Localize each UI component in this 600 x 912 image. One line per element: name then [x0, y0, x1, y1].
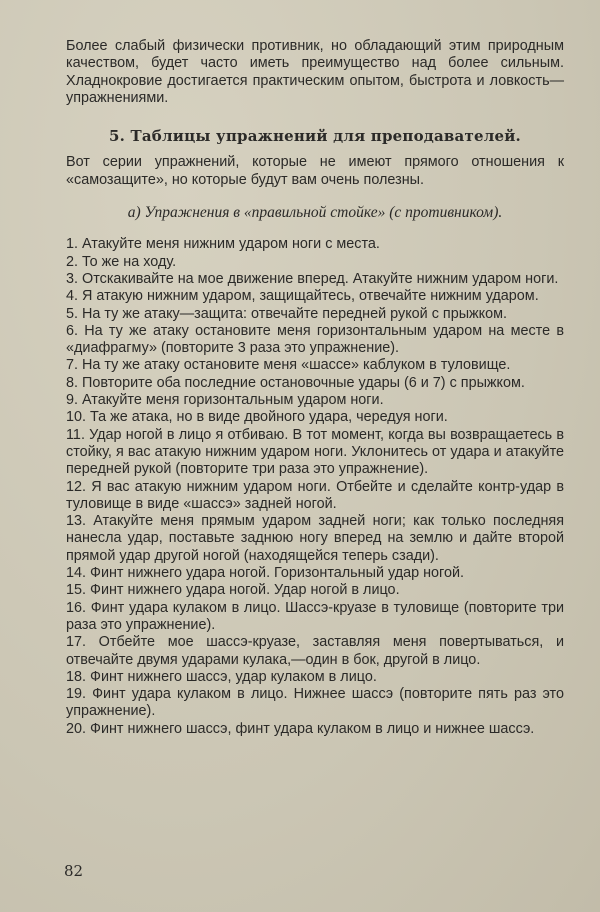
exercise-item: 2. То же на ходу.: [66, 253, 177, 270]
exercise-item: 8. Повторите оба последние остановочные удары (6 и 7) с прыжком.: [66, 374, 525, 391]
exercise-item: 18. Финт нижнего шассэ, удар кулаком в лицо.: [66, 668, 377, 685]
exercise-item: 14. Финт нижнего удара ногой. Горизонтальный удар ногой.: [66, 565, 465, 582]
exercise-list: [66, 236, 564, 738]
intro-paragraph: Более слабый физически противник, но обладающий этим природным качеством, будет часто иметь преимущество над более сильным. Хладнокровие достигается практическим опытом, быстрота и ловкость—упражнениями.: [66, 38, 564, 106]
exercise-item: 6. На ту же атаку остановите меня горизонтальным ударом на месте в «диафрагму» (повторите 3 раза это упражнение).: [66, 322, 564, 357]
exercise-item: 19. Финт удара кулаком в лицо. Нижнее шассэ (повторите пять раз это упражнение).: [66, 686, 564, 720]
exercise-item: 12. Я вас атакую нижним ударом ноги. Отбейте и сделайте контр-удар в туловище в виде «шассэ» задней ногой.: [66, 478, 564, 512]
exercise-item: 17. Отбейте мое шассэ-круазе, заставляя меня повертываться, и отвечайте двумя ударами кулака,—один в бок, другой в лицо.: [66, 634, 564, 668]
lead-paragraph: Вот серии упражнений, которые не имеют прямого отношения к «самозащите», но которые будут вам очень полезны.: [66, 154, 564, 188]
exercise-item: 10. Та же атака, но в виде двойного удара, чередуя ноги.: [66, 409, 448, 426]
page-body: [66, 38, 564, 738]
exercise-item: 20. Финт нижнего шассэ, финт удара кулаком в лицо и нижнее шассэ.: [66, 720, 535, 737]
exercise-item: 3. Отскакивайте на мое движение вперед. Атакуйте нижним ударом ноги.: [66, 270, 559, 287]
exercise-item: 1. Атакуйте меня нижним ударом ноги с места.: [66, 236, 380, 253]
exercise-item: 13. Атакуйте меня прямым ударом задней ноги; как только последняя нанесла удар, поставьте заднюю ногу вперед на землю и дайте второй прямой удар другой ногой (находящейся теперь сзади).: [66, 513, 564, 564]
exercise-item: 5. На ту же атаку—защита: отвечайте передней рукой с прыжком.: [66, 305, 508, 322]
subsection-title: а) Упражнения в «правильной стойке» (с противником).: [127, 204, 503, 222]
exercise-item: 7. На ту же атаку остановите меня «шассе» каблуком в туловище.: [66, 357, 511, 374]
page-number: 82: [64, 862, 84, 880]
section-title: 5. Таблицы упражнений для преподавателей.: [109, 127, 521, 146]
exercise-item: 9. Атакуйте меня горизонтальным ударом ноги.: [66, 392, 384, 409]
exercise-item: 16. Финт удара кулаком в лицо. Шассэ-круазе в туловище (повторите три раза это упражнение).: [66, 599, 564, 633]
exercise-item: 11. Удар ногой в лицо я отбиваю. В тот момент, когда вы возвращаетесь в стойку, я вас атакую нижним ударом ноги. Уклонитесь от удара и атакуйте передней рукой (повторите три раза это упражнение).: [66, 426, 564, 478]
exercise-item: 4. Я атакую нижним ударом, защищайтесь, отвечайте нижним ударом.: [66, 288, 539, 305]
exercise-item: 15. Финт нижнего удара ногой. Удар ногой в лицо.: [66, 582, 400, 599]
